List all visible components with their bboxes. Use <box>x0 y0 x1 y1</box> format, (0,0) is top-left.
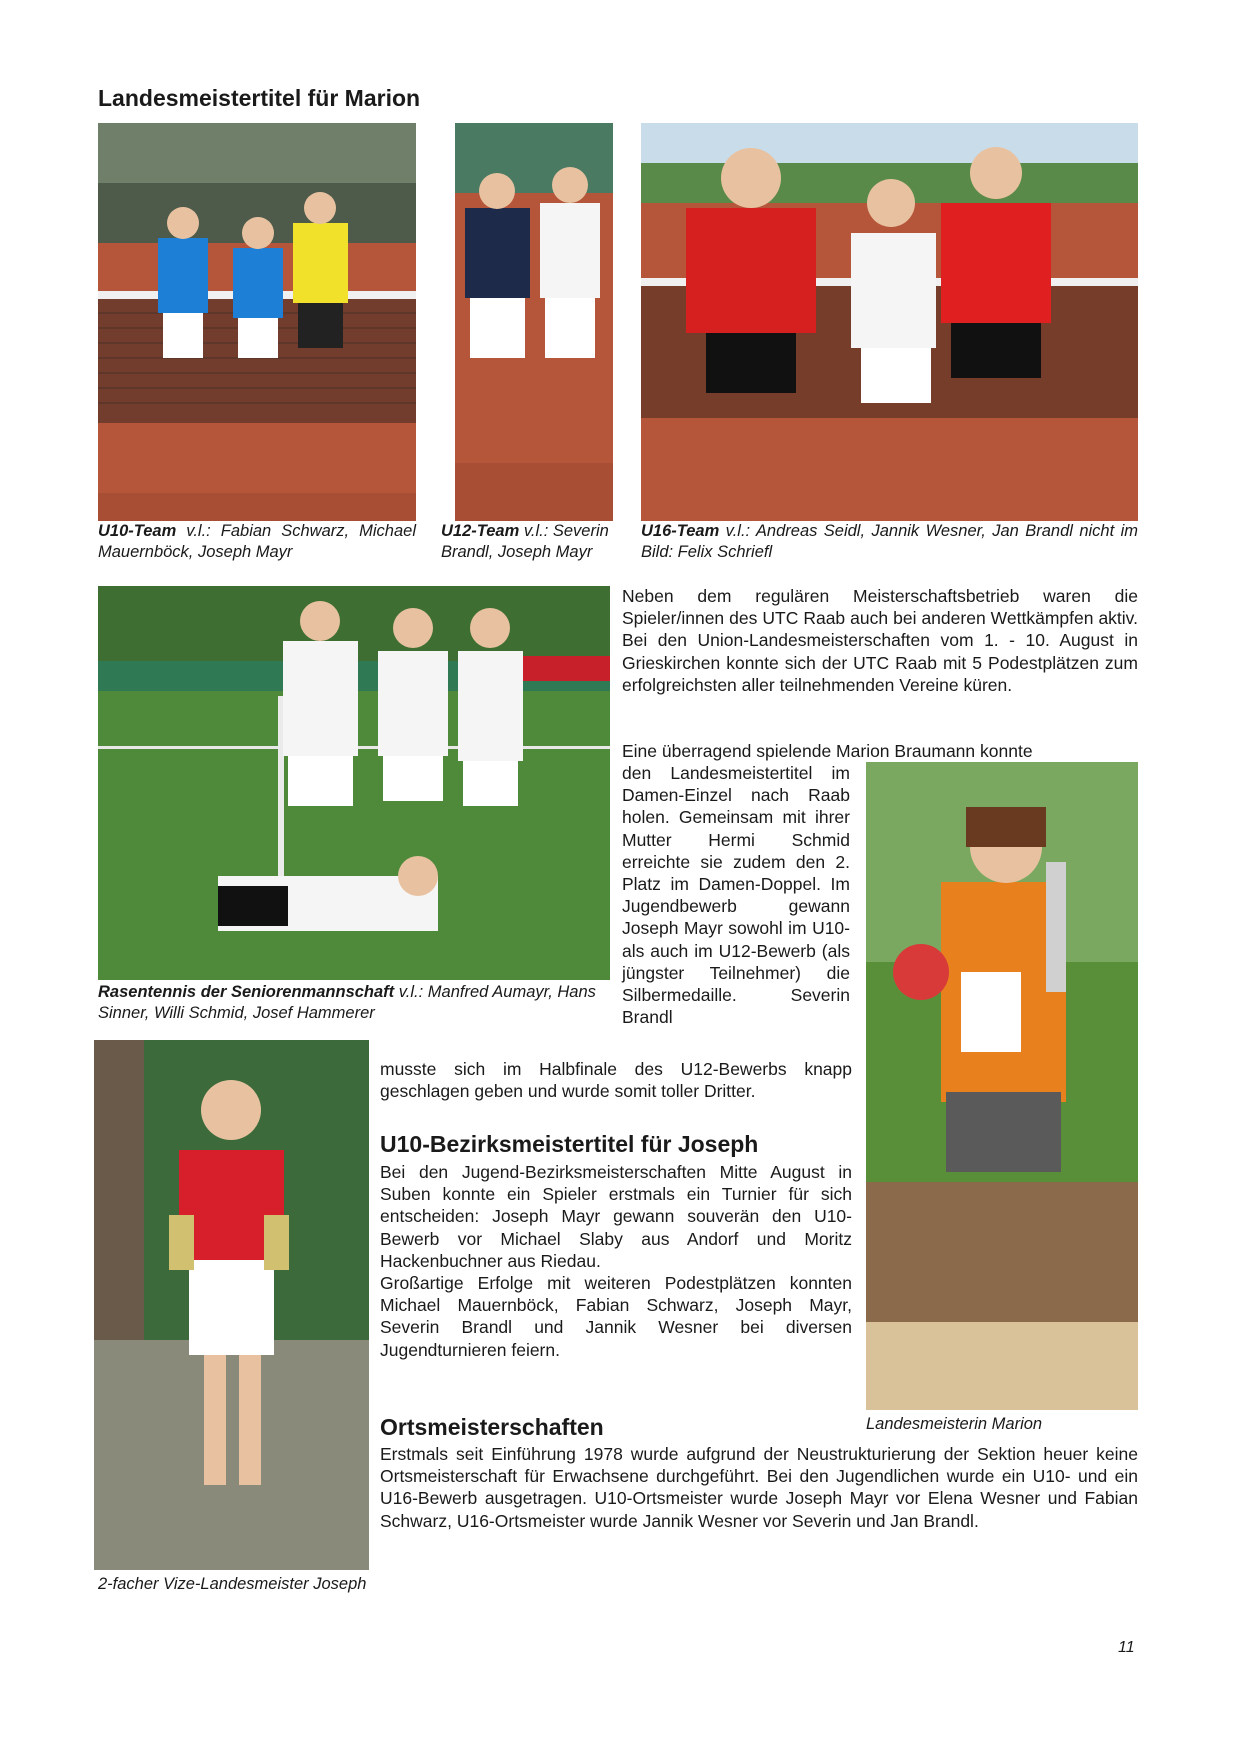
intro-paragraph-2-narrow: den Landesmeistertitel im Damen-Einzel nach Raab holen. Gemeinsam mit ihrer Mutter Hermi Schmid erreichte sie zudem den 2. Platz im Damen-Doppel. Im Jugendbewerb gewann Joseph Mayr sowohl im U10- als auch im U12-Bewerb (als jüngster Teilnehmer) die Silbermedaille. Severin Brandl <box>622 763 850 1028</box>
caption-joseph: 2-facher Vize-Landesmeister Joseph <box>98 1575 367 1593</box>
photo-senioren <box>98 586 610 980</box>
photo-marion <box>866 762 1138 1410</box>
orts-text: Erstmals seit Einführung 1978 wurde aufgrund der Neustrukturierung der Sektion heuer keine Ortsmeisterschaft für Erwachsene durchgeführt. Bei den Jugendlichen wurde ein U10- und ein U16-Bewerb ausgetragen. U10-Ortsmeister wurde Joseph Mayr vor Elena Wesner und Fabian Schwarz, U16-Ortsmeister wurde Jannik Wesner vor Severin und Jan Brandl. <box>380 1444 1138 1531</box>
photo-u12-team <box>455 123 613 521</box>
caption-u12-team: U12-Team v.l.: Severin Brandl, Joseph Mayr <box>441 522 609 561</box>
caption-senioren: Rasentennis der Seniorenmannschaft v.l.: Manfred Aumayr, Hans Sinner, Willi Schmid, Josef Hammerer <box>98 983 596 1022</box>
page-title: Landesmeistertitel für Marion <box>98 85 421 111</box>
caption-u16-team: U16-Team v.l.: Andreas Seidl, Jannik Wesner, Jan Brandl nicht im Bild: Felix Schriefl <box>641 522 1138 561</box>
intro-paragraph-1: Neben dem regulären Meisterschaftsbetrieb waren die Spieler/innen des UTC Raab auch bei anderen Wettkämpfen aktiv. Bei den Union-Landesmeisterschaften vom 1. - 10. August in Grieskirchen konnte sich der UTC Raab mit 5 Podestplätzen zum erfolgreichsten aller teilnehmenden Vereine küren. <box>622 586 1138 695</box>
intro-paragraph-2-start: Eine überragend spielende Marion Braumann konnte <box>622 741 1033 761</box>
bezirk-text: Bei den Jugend-Bezirksmeisterschaften Mitte August in Suben konnte ein Spieler erstmals ein Turnier für sich entscheiden: Joseph Mayr gewann souverän den U10-Bewerb vor Michael Slaby aus Andorf und Moritz Hackenbuchner aus Riedau. Großartige Erfolge mit weiteren Podestplätzen konnten Michael Mauernböck, Fabian Schwarz, Joseph Mayr, Severin Brandl und Jannik Wesner bei diversen Jugendturnieren feiern. <box>380 1162 852 1360</box>
page-number: 11 <box>1118 1639 1135 1656</box>
section-heading-orts: Ortsmeisterschaften <box>380 1414 604 1440</box>
section-heading-bezirk: U10-Bezirksmeistertitel für Joseph <box>380 1131 759 1157</box>
photo-joseph <box>94 1040 369 1570</box>
photo-u16-team <box>641 123 1138 521</box>
caption-marion: Landesmeisterin Marion <box>866 1415 1043 1433</box>
photo-u10-team <box>98 123 416 521</box>
caption-u10-team: U10-Team v.l.: Fabian Schwarz, Michael Mauernböck, Joseph Mayr <box>98 522 416 561</box>
intro-paragraph-2-end: musste sich im Halbfinale des U12-Bewerbs knapp geschlagen geben und wurde somit toller Dritter. <box>380 1059 852 1102</box>
